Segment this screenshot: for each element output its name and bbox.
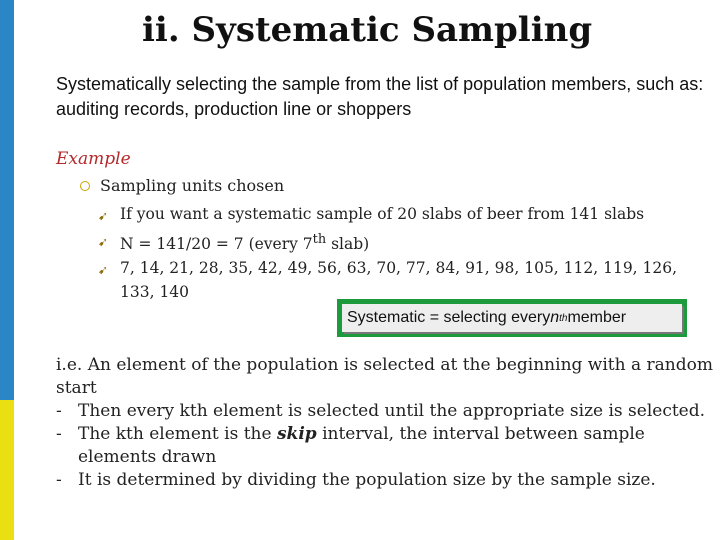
list-item — [56, 400, 716, 423]
dash-bullet: - — [56, 424, 62, 444]
example-subitems — [98, 202, 698, 304]
bullet-level1 — [80, 176, 284, 195]
dash-bullet: - — [56, 470, 62, 490]
callout-n: n — [550, 309, 560, 326]
emphasis-skip: skip — [276, 424, 317, 444]
callout-post: member — [567, 309, 627, 326]
list-item — [56, 469, 716, 492]
sidebar-divider — [14, 0, 16, 540]
list-item — [98, 256, 698, 304]
list-item-text — [120, 228, 698, 256]
list-item-text: Then every kth element is selected until the appropriate size is selected. — [78, 401, 706, 421]
callout-sup: th — [559, 312, 568, 324]
definition-block — [56, 354, 716, 492]
formula-text: N = 141/20 = 7 (every 7 — [120, 235, 313, 254]
dash-bullet: - — [56, 401, 62, 421]
list-item — [98, 228, 698, 256]
text-part: The kth element is the — [78, 424, 277, 444]
arrow-bullet-icon: ➹ — [98, 263, 109, 278]
list-item-text: 7, 14, 21, 28, 35, 42, 49, 56, 63, 70, 77, 84, 91, 98, 105, 112, 119, 126, 133, 140 — [120, 259, 678, 302]
superscript: th — [312, 232, 327, 247]
list-item-text: If you want a systematic sample of 20 slabs of beer from 141 slabs — [120, 205, 645, 223]
callout-text — [342, 304, 682, 332]
sidebar-yellow-bar — [0, 400, 14, 540]
callout-box — [337, 299, 687, 337]
ring-bullet-icon — [80, 181, 90, 191]
callout-pre: Systematic = selecting every — [347, 309, 551, 326]
list-item-text: It is determined by dividing the population size by the sample size. — [78, 470, 656, 490]
list-item — [56, 423, 716, 469]
text-part: interval, the interval between sample elements drawn — [78, 424, 645, 467]
definition-text: i.e. An element of the population is selected at the beginning with a random start — [56, 355, 713, 398]
list-item — [98, 202, 698, 228]
sidebar-blue-bar — [0, 0, 14, 400]
formula-suffix: slab) — [326, 235, 370, 254]
bullet-level1-text: Sampling units chosen — [100, 176, 285, 195]
arrow-bullet-icon: ➹ — [98, 209, 109, 223]
intro-text: Systematically selecting the sample from the list of population members, such as: auditing records, production line or shoppers — [56, 74, 704, 119]
list-item-text — [78, 423, 716, 469]
slide-title: ii. Systematic Sampling — [142, 10, 593, 50]
arrow-bullet-icon: ➹ — [98, 235, 109, 249]
example-heading: Example — [56, 149, 131, 169]
